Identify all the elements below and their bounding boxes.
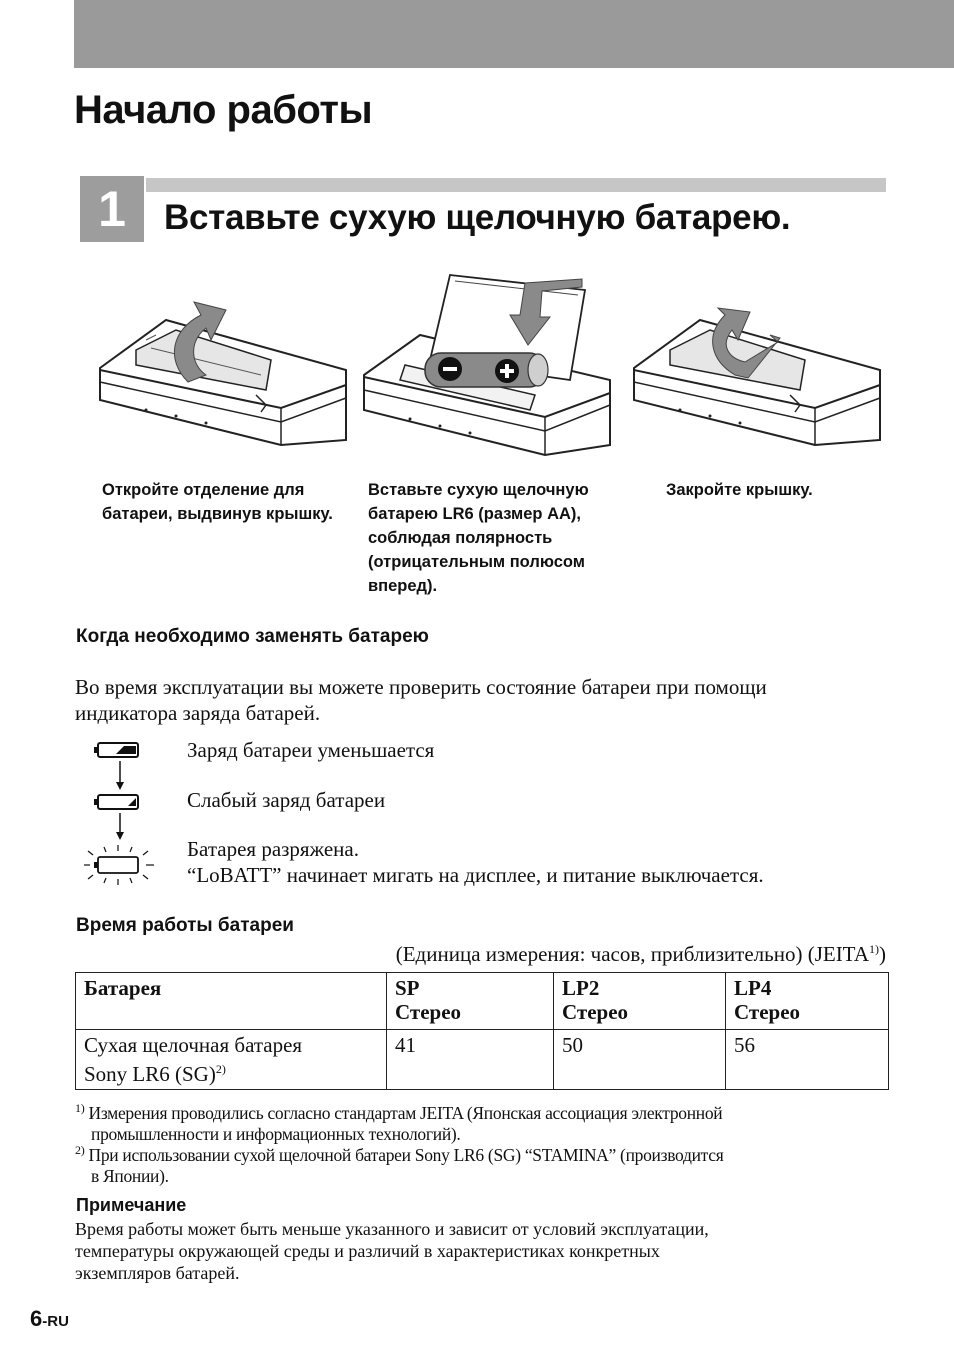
footnote-line: в Японии). — [91, 1165, 169, 1186]
cell-sp-value: 41 — [387, 1030, 554, 1090]
battery-state-3-line2: “LoBATT” начинает мигать на дисплее, и питание выключается. — [187, 863, 764, 887]
footnote-1 — [75, 1098, 722, 1145]
cell-battery-type — [76, 1030, 387, 1090]
intro-line: Во время эксплуатации вы можете проверить состояние батареи при помощи — [75, 675, 767, 699]
header-line: LP2 — [562, 976, 600, 1000]
battery-low-icon — [94, 795, 138, 809]
page-number-suffix: -RU — [42, 1313, 69, 1330]
caption-line: соблюдая полярность — [368, 529, 553, 547]
unit-note-end: ) — [879, 942, 886, 966]
battery-half-icon — [94, 743, 138, 757]
battery-state-1: Заряд батареи уменьшается — [187, 738, 435, 762]
table-header-row — [76, 973, 889, 1030]
cell-lp2-value: 50 — [554, 1030, 726, 1090]
step-bar — [146, 178, 886, 192]
note-line: экземпляров батарей. — [75, 1263, 240, 1283]
replace-heading: Когда необходимо заменять батарею — [76, 626, 429, 647]
header-line: Стерео — [395, 1000, 462, 1024]
note-line: Время работы может быть меньше указанного и зависит от условий эксплуатации, — [75, 1219, 709, 1239]
header-lp4 — [726, 973, 889, 1030]
caption-line: вперед). — [368, 577, 438, 595]
caption-close — [666, 478, 896, 502]
battery-empty-flashing-icon — [84, 845, 154, 885]
runtime-table — [75, 972, 889, 1090]
battery-state-2: Слабый заряд батареи — [187, 788, 386, 812]
battery-indicator-diagram — [80, 735, 160, 895]
step-number-badge: 1 — [80, 176, 144, 242]
caption-line: Вставьте сухую щелочную — [368, 481, 589, 499]
footnote-line: Измерения проводились согласно стандартам JEITA (Японская ассоциация электронной — [88, 1102, 723, 1123]
caption-line: Откройте отделение для — [102, 481, 305, 499]
step-title: Вставьте сухую щелочную батарею. — [164, 198, 791, 237]
footnote-mark: 2) — [75, 1143, 85, 1157]
table-row — [76, 1030, 889, 1090]
open-compartment-illustration — [96, 290, 352, 450]
caption-insert — [368, 478, 618, 598]
page-title: Начало работы — [74, 88, 373, 132]
footnote-mark: 1) — [75, 1101, 85, 1115]
page-number — [30, 1306, 69, 1332]
header-band — [74, 0, 954, 68]
header-battery — [76, 973, 387, 1030]
cell-lp4-value: 56 — [726, 1030, 889, 1090]
cell-line: Сухая щелочная батарея — [84, 1033, 303, 1057]
caption-line: Закройте крышку. — [666, 481, 813, 499]
note-heading: Примечание — [76, 1195, 187, 1215]
header-line: SP — [395, 976, 420, 1000]
page-number-value: 6 — [30, 1306, 43, 1331]
intro-line: индикатора заряда батарей. — [75, 701, 321, 725]
header-line: LP4 — [734, 976, 772, 1000]
footnote-line: промышленности и информационных технологий). — [91, 1123, 461, 1144]
cell-line: Sony LR6 (SG) — [84, 1062, 216, 1086]
unit-note — [396, 942, 886, 967]
header-sp — [387, 973, 554, 1030]
footnote-ref: 2) — [215, 1062, 226, 1076]
unit-note-text: (Единица измерения: часов, приблизительно) (JEITA — [395, 942, 869, 966]
note-line: температуры окружающей среды и различий в характеристиках конкретных — [75, 1241, 660, 1261]
caption-line: батарею LR6 (размер AA), — [368, 505, 582, 523]
footnote-2 — [75, 1140, 723, 1187]
battery-state-3-line1: Батарея разряжена. — [187, 837, 359, 861]
header-lp2 — [554, 973, 726, 1030]
header-line: Стерео — [734, 1000, 801, 1024]
unit-note-sup: 1) — [869, 942, 879, 956]
battery-state-3 — [187, 836, 764, 888]
header-line: Стерео — [562, 1000, 629, 1024]
replace-intro — [75, 674, 767, 726]
runtime-heading: Время работы батареи — [76, 915, 294, 936]
insert-battery-illustration — [360, 265, 616, 465]
caption-line: батареи, выдвинув крышку. — [102, 505, 333, 523]
caption-open — [102, 478, 352, 526]
caption-line: (отрицательным полюсом — [368, 553, 585, 571]
footnote-line: При использовании сухой щелочной батареи Sony LR6 (SG) “STAMINA” (производится — [88, 1144, 724, 1165]
note-body — [75, 1218, 895, 1284]
header-line: Батарея — [84, 976, 162, 1000]
close-cover-illustration — [630, 290, 886, 450]
